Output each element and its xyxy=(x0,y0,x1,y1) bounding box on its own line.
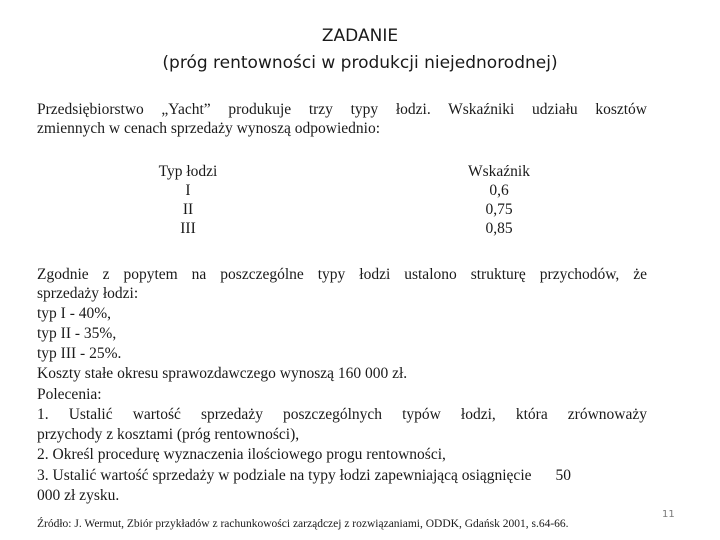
table-cell-ratio: 0,85 xyxy=(485,220,513,237)
table-cell-ratio: 0,6 xyxy=(489,182,509,199)
structure-item: typ I - 40%, xyxy=(37,305,112,322)
table-cell-type: III xyxy=(180,220,196,237)
structure-item: typ III - 25%. xyxy=(37,345,122,362)
table-cell-ratio: 0,75 xyxy=(485,201,513,218)
task-3-line-1 xyxy=(37,466,571,485)
structure-item: typ II - 35%, xyxy=(37,325,117,342)
table-header-type: Typ łodzi xyxy=(158,163,218,180)
fixed-costs-text: Koszty stałe okresu sprawozdawczego wynoszą 160 000 zł. xyxy=(37,365,408,382)
structure-line-2: sprzedaży łodzi: xyxy=(37,285,139,302)
boat-type-column xyxy=(118,162,258,238)
task-3-text: 3. Ustalić wartość sprzedaży w podziale na typy łodzi zapewniającą osiągnięcie xyxy=(37,467,532,484)
intro-line-2: zmiennych w cenach sprzedaży wynoszą odpowiednio: xyxy=(37,120,381,137)
task-1-line-1: 1. Ustalić wartość sprzedaży poszczególnych typów łodzi, która zrównoważy xyxy=(37,406,647,423)
structure-line-1: Zgodnie z popytem na poszczególne typy łodzi ustalono strukturę przychodów, że xyxy=(37,266,647,283)
task-2: 2. Określ procedurę wyznaczenia ilościowego progu rentowności, xyxy=(37,446,446,463)
slide-subtitle: (próg rentowności w produkcji niejednorodnej) xyxy=(162,53,558,73)
ratio-column xyxy=(429,162,569,238)
table-cell-type: II xyxy=(182,201,194,218)
table-header-ratio: Wskaźnik xyxy=(468,163,530,180)
intro-line-1: Przedsiębiorstwo „Yacht” produkuje trzy typy łodzi. Wskaźniki udziału kosztów xyxy=(37,101,647,118)
task-1-line-2: przychody z kosztami (próg rentowności), xyxy=(37,426,300,443)
table-cell-type: I xyxy=(185,182,191,199)
source-citation: Źródło: J. Wermut, Zbiór przykładów z rachunkowości zarządczej z rozwiązaniami, ODDK, Gdańsk 2001, s.64-66. xyxy=(37,518,569,530)
slide-title: ZADANIE xyxy=(321,26,399,46)
task-3-line-2: 000 zł zysku. xyxy=(37,487,120,504)
tasks-heading: Polecenia: xyxy=(37,386,102,403)
page-number: 11 xyxy=(662,509,675,520)
task-3-value: 50 xyxy=(555,467,572,484)
